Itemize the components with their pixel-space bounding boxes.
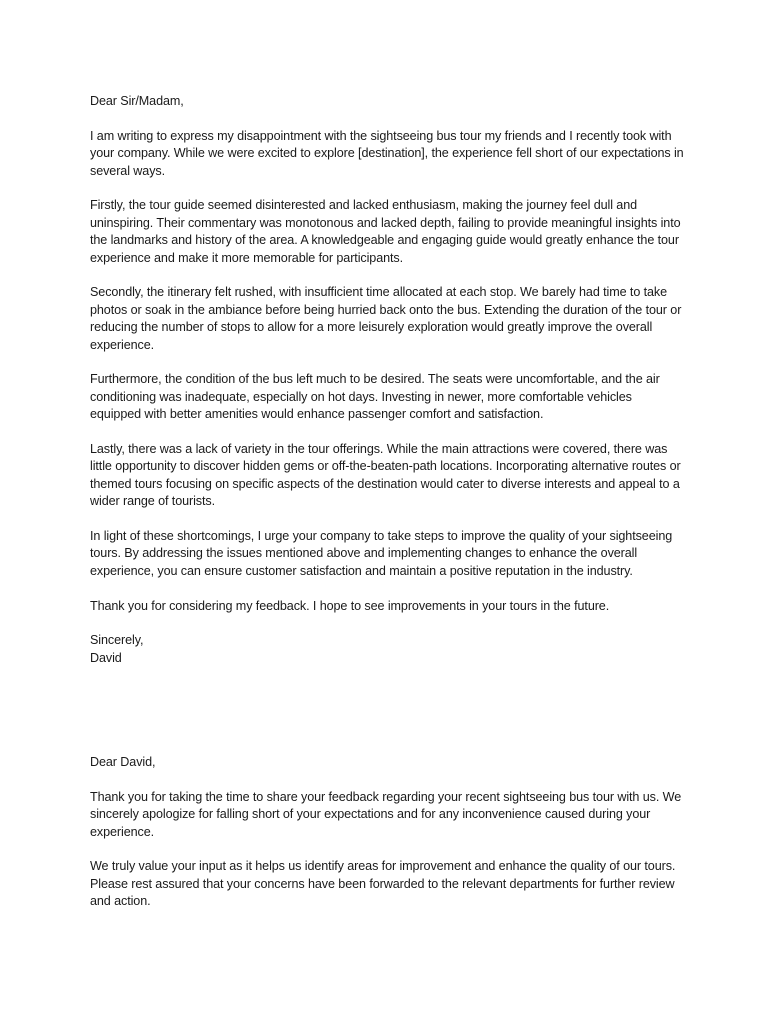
complaint-paragraph-variety: Lastly, there was a lack of variety in the tour offerings. While the main attractions were covered, there was little opportunity to discover hidden gems or off-the-beaten-path locations. Incorporating alternative routes or themed tours focusing on specific aspects of the destination would cater to diverse interests and appeal to a wider range of tourists. [90,442,681,509]
reply-paragraph-apology: Thank you for taking the time to share your feedback regarding your recent sightseeing bus tour with us. We sincerely apologize for falling short of your expectations and for any inconvenience caused during your experience. [90,789,682,839]
reply-salutation: Dear David, [90,755,156,769]
complaint-closing: Sincerely, [90,633,144,648]
complaint-signature: David [90,650,122,665]
complaint-paragraph-request: In light of these shortcomings, I urge your company to take steps to improve the quality of your sightseeing tours. By addressing the issues mentioned above and implementing changes to enhance the overall experience, you can ensure customer satisfaction and maintain a positive reputation in the industry. [90,529,673,578]
complaint-paragraph-itinerary: Secondly, the itinerary felt rushed, with insufficient time allocated at each stop. We barely had time to take photos or soak in the ambiance before being hurried back onto the bus. Extending the duration of the tour or reducing the number of stops to allow for a more leisurely exploration would greatly improve the overall experience. [90,285,682,352]
complaint-paragraph-thanks: Thank you for considering my feedback. I hope to see improvements in your tours in the future. [90,598,610,613]
reply-paragraph-assurance: We truly value your input as it helps us identify areas for improvement and enhance the quality of our tours. Please rest assured that your concerns have been forwarded to the relevant departments for further review and action. [90,859,676,909]
complaint-paragraph-guide: Firstly, the tour guide seemed disinterested and lacked enthusiasm, making the journey feel dull and uninspiring. Their commentary was monotonous and lacked depth, failing to provide meaningful insights into the landmarks and history of the area. A knowledgeable and engaging guide would greatly enhance the tour experience and make it more memorable for participants. [90,198,681,265]
complaint-paragraph-bus-condition: Furthermore, the condition of the bus left much to be desired. The seats were uncomfortable, and the air conditioning was inadequate, especially on hot days. Investing in newer, more comfortable vehicles equipped with better amenities would enhance passenger comfort and satisfaction. [90,372,660,422]
complaint-paragraph-intro: I am writing to express my disappointment with the sightseeing bus tour my friends and I recently took with your company. While we were excited to explore [destination], the experience fell short of our expectations in several ways. [90,128,684,178]
complaint-letter [90,93,685,667]
reply-letter [90,754,685,928]
complaint-salutation: Dear Sir/Madam, [90,94,184,108]
